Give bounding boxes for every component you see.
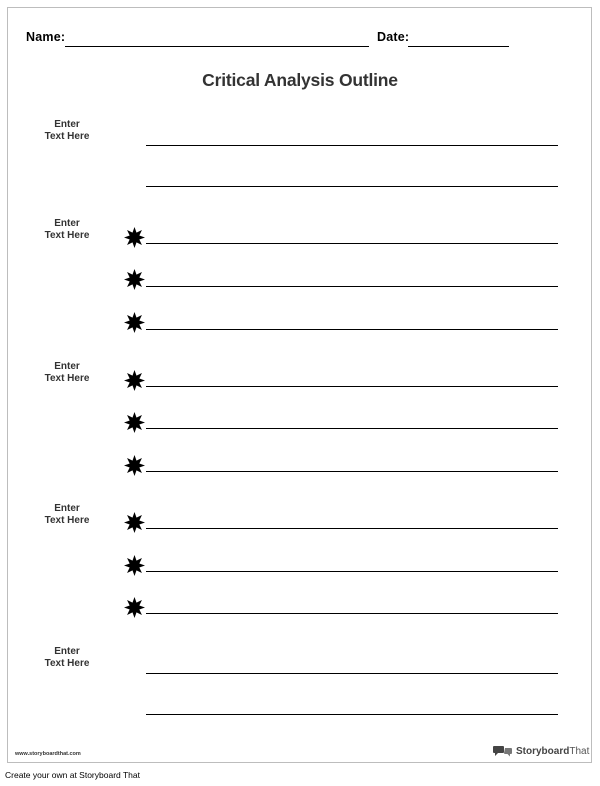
- section-4-label-line1: Enter: [54, 503, 80, 514]
- section-4-write-line-1[interactable]: [146, 528, 558, 529]
- brand-name: [516, 746, 589, 757]
- brand-name-bold: Storyboard: [516, 745, 570, 757]
- star-burst-icon: [124, 227, 145, 248]
- section-1-label-line2: Text Here: [44, 130, 90, 142]
- section-5-label-line1: Enter: [54, 646, 80, 657]
- section-3-write-line-3[interactable]: [146, 471, 558, 472]
- section-3-label-line1: Enter: [54, 361, 80, 372]
- name-label: Name:: [26, 30, 66, 44]
- section-2-write-line-3[interactable]: [146, 329, 558, 330]
- section-5-label-line2: Text Here: [44, 657, 90, 669]
- section-2-label[interactable]: [30, 218, 104, 241]
- section-4-label[interactable]: [30, 503, 104, 526]
- speech-bubbles-icon: [493, 745, 513, 757]
- star-burst-icon: [124, 312, 145, 333]
- section-4-label-line2: Text Here: [44, 514, 90, 526]
- create-your-own-link[interactable]: Create your own at Storyboard That: [5, 770, 140, 780]
- star-burst-icon: [124, 269, 145, 290]
- date-label: Date:: [377, 30, 410, 44]
- section-3-write-line-2[interactable]: [146, 428, 558, 429]
- star-burst-icon: [124, 555, 145, 576]
- name-field-line[interactable]: [65, 46, 369, 47]
- star-burst-icon: [124, 597, 145, 618]
- section-5-label[interactable]: [30, 646, 104, 669]
- site-url[interactable]: www.storyboardthat.com: [15, 751, 81, 757]
- section-3-write-line-1[interactable]: [146, 386, 558, 387]
- section-2-write-line-2[interactable]: [146, 286, 558, 287]
- section-1-label[interactable]: [30, 119, 104, 142]
- star-burst-icon: [124, 512, 145, 533]
- section-3-label[interactable]: [30, 361, 104, 384]
- section-2-label-line1: Enter: [54, 218, 80, 229]
- section-4-write-line-2[interactable]: [146, 571, 558, 572]
- date-field-line[interactable]: [408, 46, 509, 47]
- star-burst-icon: [124, 370, 145, 391]
- section-3-label-line2: Text Here: [44, 372, 90, 384]
- section-1-label-line1: Enter: [54, 119, 80, 130]
- section-1-write-line-2[interactable]: [146, 186, 558, 187]
- storyboardthat-logo[interactable]: [493, 744, 589, 758]
- brand-name-light: That: [569, 745, 590, 757]
- section-5-write-line-2[interactable]: [146, 714, 558, 715]
- section-5-write-line-1[interactable]: [146, 673, 558, 674]
- section-2-write-line-1[interactable]: [146, 243, 558, 244]
- star-burst-icon: [124, 412, 145, 433]
- section-1-write-line-1[interactable]: [146, 145, 558, 146]
- section-2-label-line2: Text Here: [44, 229, 90, 241]
- section-4-write-line-3[interactable]: [146, 613, 558, 614]
- star-burst-icon: [124, 455, 145, 476]
- page-title: Critical Analysis Outline: [202, 70, 398, 90]
